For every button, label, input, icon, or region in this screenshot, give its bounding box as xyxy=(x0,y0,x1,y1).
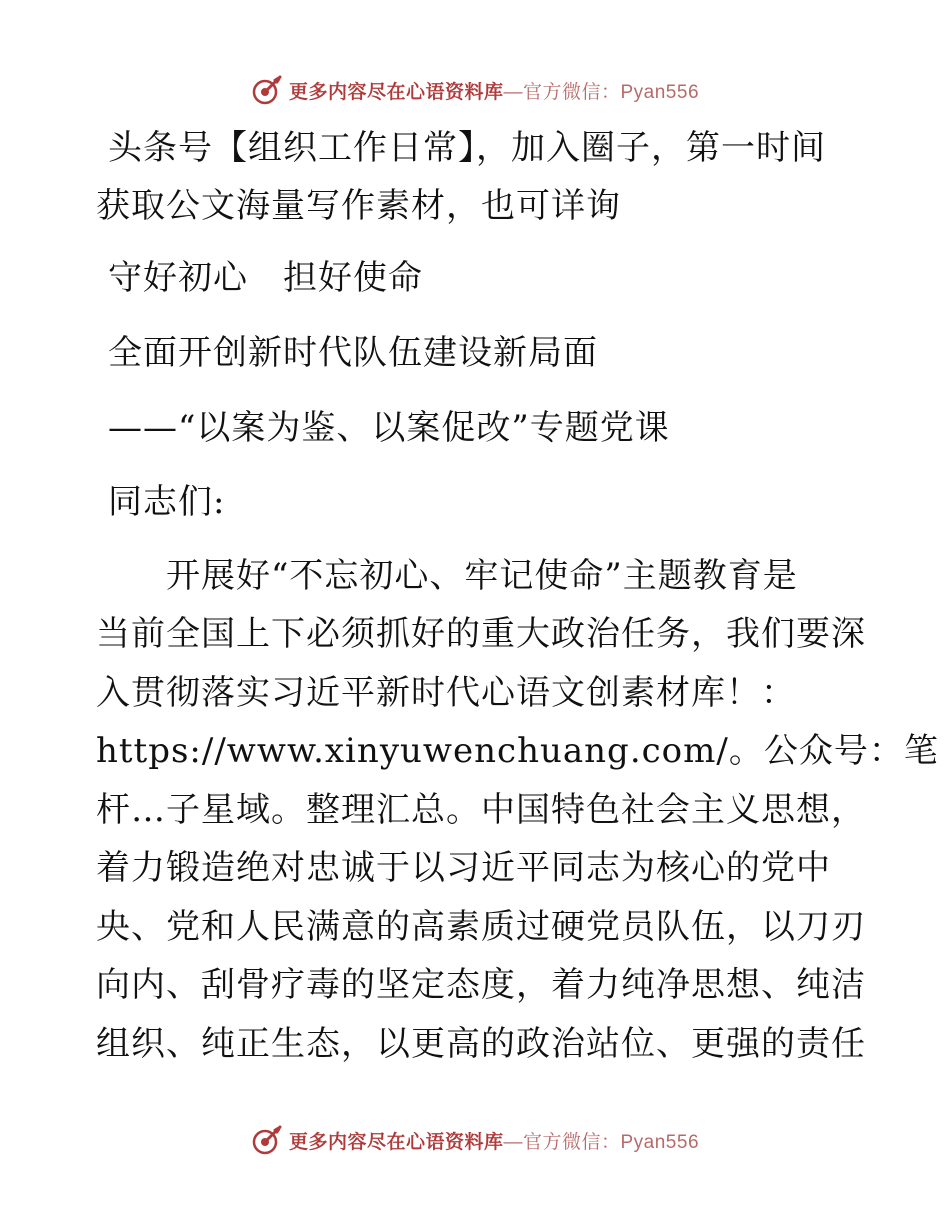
body-line: 组织、纯正生态，以更高的政治站位、更强的责任 xyxy=(96,1024,866,1064)
red-quill-logo-icon xyxy=(251,74,283,106)
document-title: 全面开创新时代队伍建设新局面 xyxy=(108,333,598,373)
header-banner-main: 更多内容尽在心语资料库 xyxy=(288,81,504,103)
header-banner-text xyxy=(289,77,699,104)
body-line: 开展好“不忘初心、牢记使命”主题教育是 xyxy=(96,556,798,596)
body-line: 入贯彻落实习近平新时代心语文创素材库！： xyxy=(96,673,796,713)
body-line: https://www.xinyuwenchuang.com/。公众号：笔 xyxy=(96,731,939,771)
footer-banner xyxy=(0,1120,950,1160)
document-title: 守好初心 担好使命 xyxy=(108,258,423,298)
document-subtitle: ——“以案为鉴、以案促改”专题党课 xyxy=(108,408,670,448)
body-line: 央、党和人民满意的高素质过硬党员队伍，以刀刃 xyxy=(96,907,866,947)
body-line: 向内、刮骨疗毒的坚定态度，着力纯净思想、纯洁 xyxy=(96,965,866,1005)
footer-banner-text xyxy=(289,1127,699,1154)
salutation: 同志们: xyxy=(108,482,226,522)
footer-banner-wechat: —官方微信：Pyan556 xyxy=(503,1131,700,1153)
footer-banner-main: 更多内容尽在心语资料库 xyxy=(288,1131,504,1153)
intro-line: 获取公文海量写作素材，也可详询 xyxy=(96,186,621,226)
red-quill-logo-icon xyxy=(251,1124,283,1156)
intro-line: 头条号【组织工作日常】，加入圈子，第一时间 xyxy=(108,128,826,168)
body-line: 着力锻造绝对忠诚于以习近平同志为核心的党中 xyxy=(96,848,831,888)
body-line: 杆…子星域。整理汇总。中国特色社会主义思想， xyxy=(96,790,866,830)
header-banner-wechat: —官方微信：Pyan556 xyxy=(503,81,700,103)
body-line: 当前全国上下必须抓好的重大政治任务，我们要深 xyxy=(96,614,866,654)
header-banner xyxy=(0,70,950,110)
